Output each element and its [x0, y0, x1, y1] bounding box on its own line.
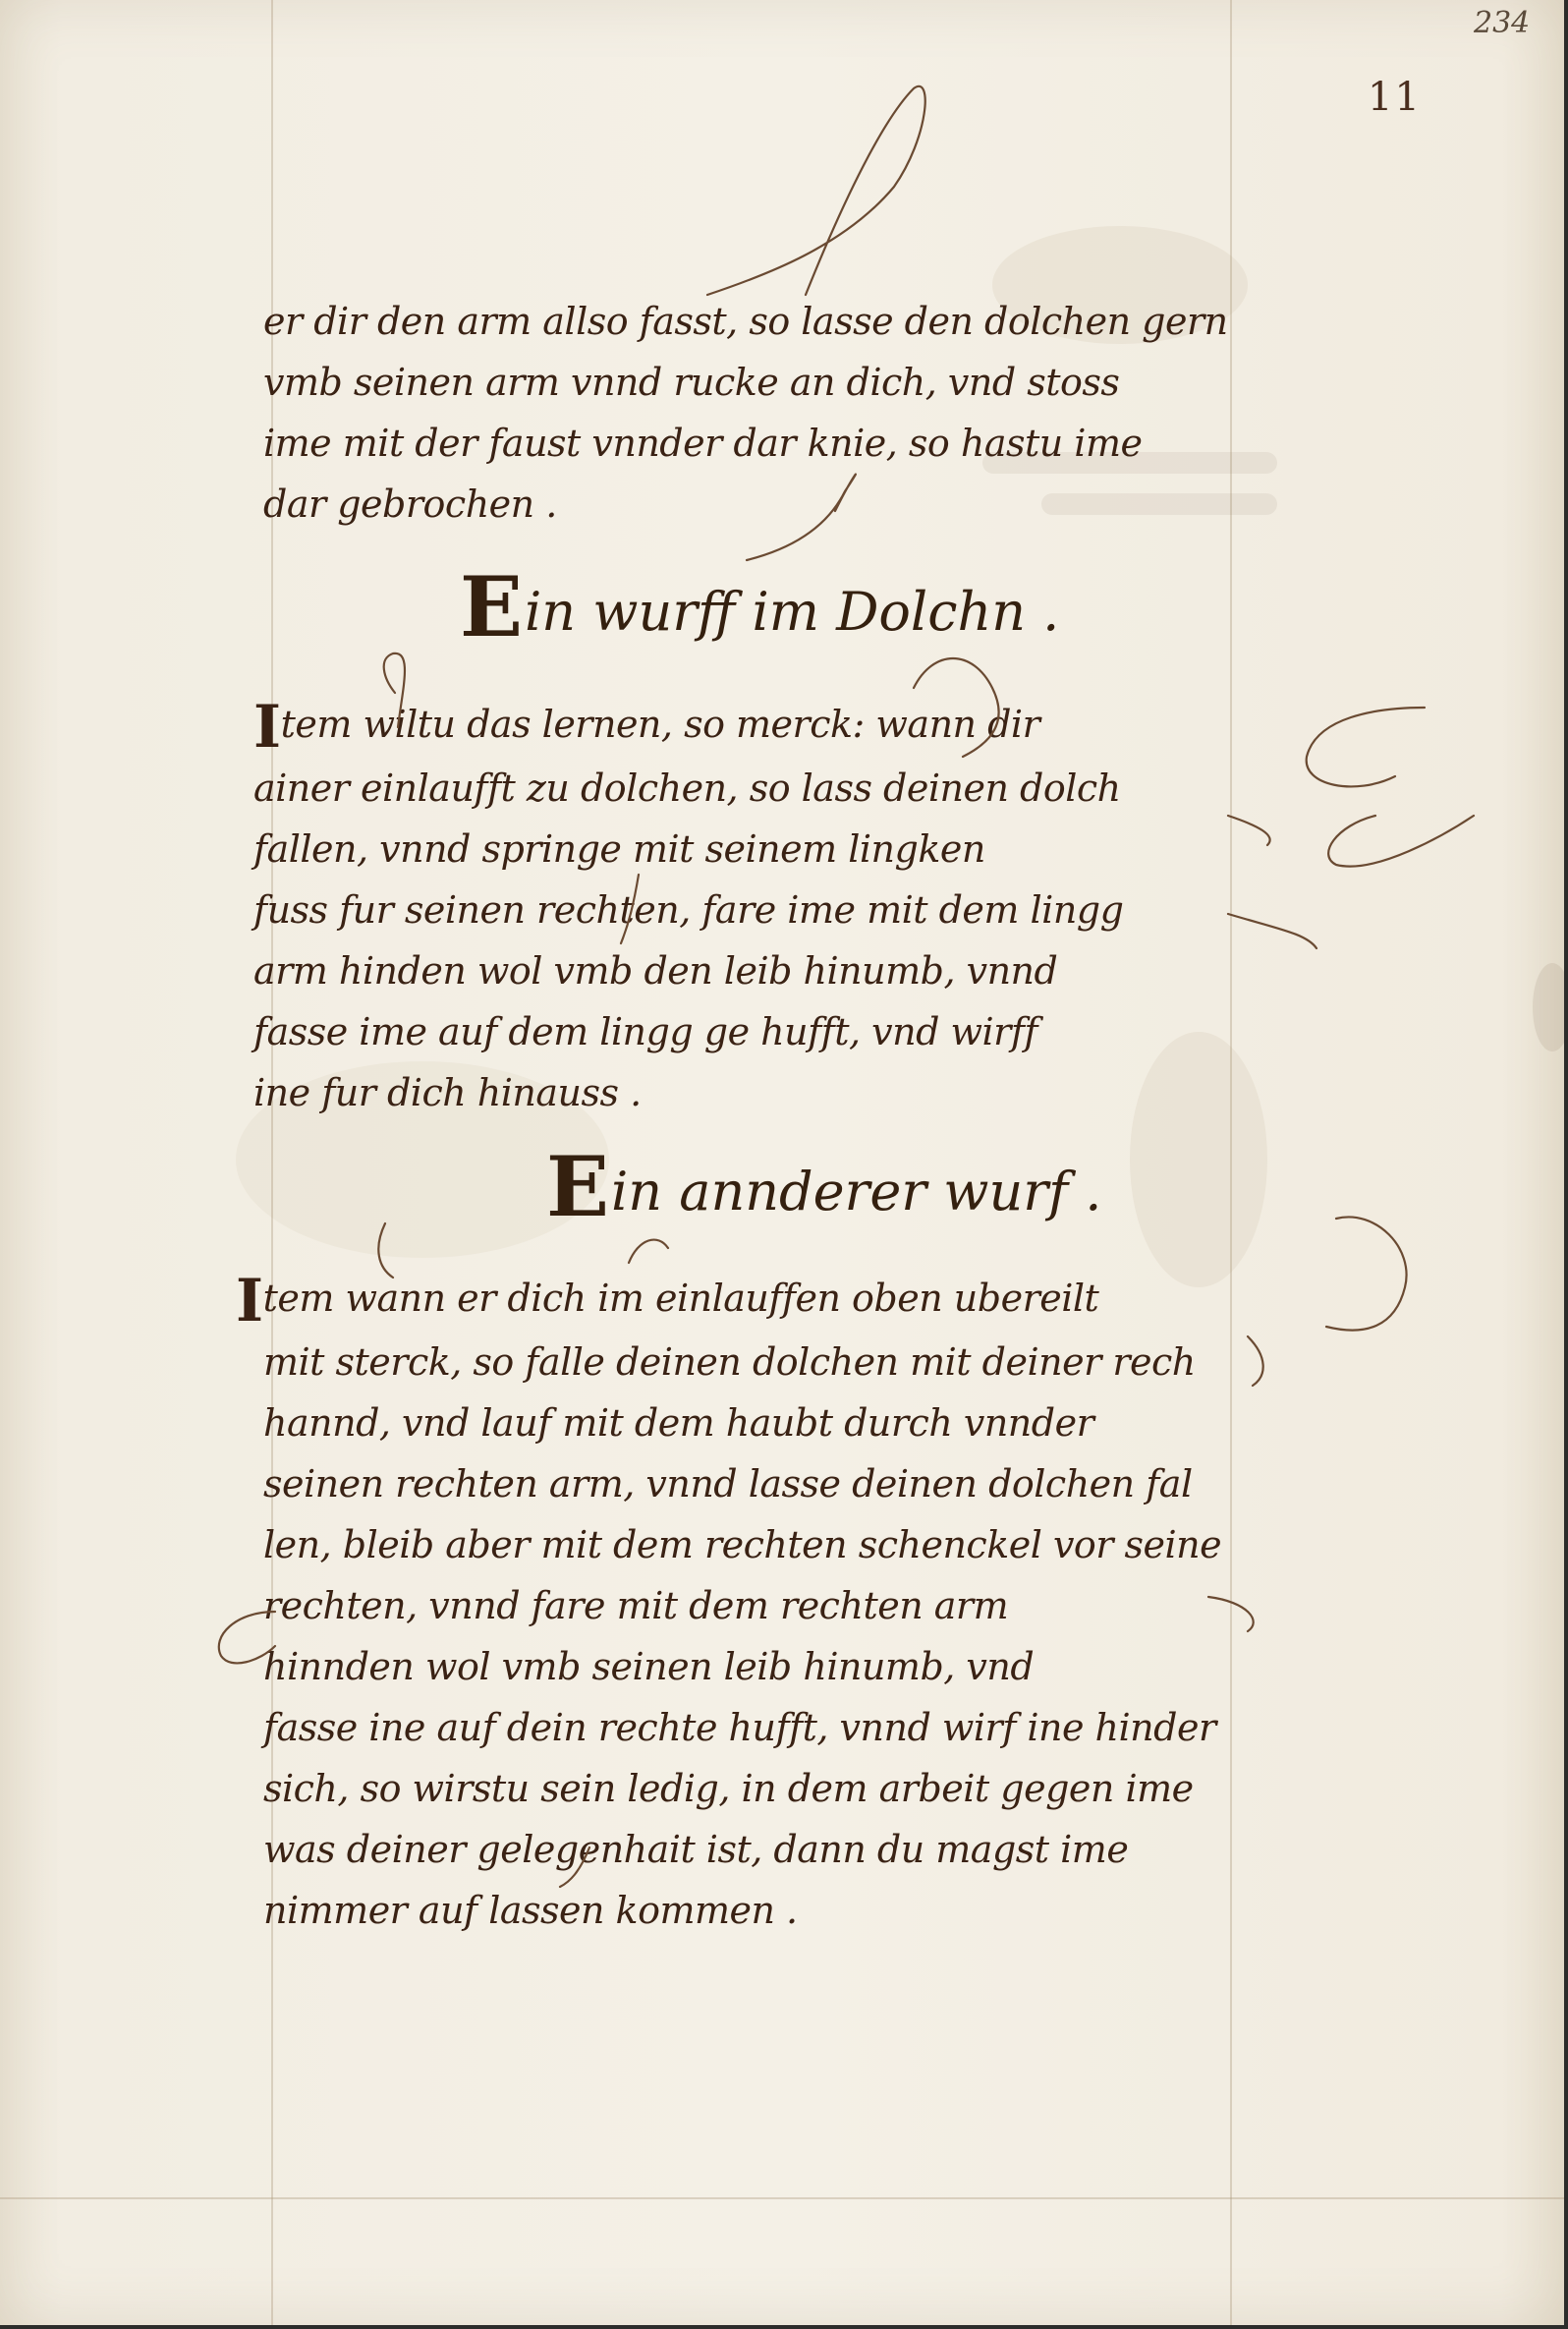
heading-text: in wurff im Dolchn . — [525, 581, 1060, 643]
text-line: arm hinden wol vmb den leib hinumb, vnnd — [253, 949, 1058, 993]
heading-text: in annderer wurf . — [611, 1161, 1102, 1222]
heading-initial: E — [460, 558, 524, 655]
text-line: was deiner gelegenhait ist, dann du magst ime — [263, 1828, 1129, 1871]
text-line: fuss fur seinen rechten, fare ime mit dem lingg — [253, 888, 1124, 932]
text-line: len, bleib aber mit dem rechten schenckel vor seine — [263, 1523, 1222, 1566]
text-line: hannd, vnd lauf mit dem haubt durch vnnder — [263, 1401, 1094, 1445]
margin-flourish — [1248, 1336, 1263, 1386]
paragraph-initial: I — [253, 693, 281, 762]
ascender-flourish — [629, 1240, 668, 1263]
text-line: rechten, vnnd fare mit dem rechten arm — [263, 1584, 1009, 1627]
margin-flourish — [1307, 708, 1425, 786]
ink-foliation-number: 11 — [1368, 75, 1422, 120]
text-line: ime mit der faust vnnder dar knie, so hastu ime — [263, 422, 1143, 465]
text-line: er dir den arm allso fasst, so lasse den dolchen gern — [263, 300, 1228, 343]
text-line-first — [236, 1267, 1238, 1335]
text-block-3 — [236, 1268, 1238, 1941]
text-line: tem wann er dich im einlauffen oben ubereilt — [262, 1277, 1099, 1320]
text-block-1 — [263, 291, 1265, 535]
text-line: ainer einlaufft zu dolchen, so lass deinen dolch — [253, 767, 1121, 810]
text-line: dar gebrochen . — [263, 483, 557, 526]
text-line: sich, so wirstu sein ledig, in dem arbeit gegen ime — [263, 1767, 1194, 1810]
text-line: nimmer auf lassen kommen . — [263, 1889, 798, 1932]
margin-ruling-bottom — [0, 2197, 1564, 2199]
text-line: tem wiltu das lernen, so merck: wann dir — [280, 703, 1040, 746]
pencil-folio-number: 234 — [1474, 6, 1531, 40]
text-line: vmb seinen arm vnnd rucke an dich, vnd stoss — [263, 361, 1120, 404]
text-line-first — [253, 693, 1256, 762]
text-line: fallen, vnnd springe mit seinem lingken — [253, 827, 985, 871]
margin-flourish — [1326, 1217, 1407, 1330]
text-line: ine fur dich hinauss . — [253, 1071, 642, 1114]
text-line: hinnden wol vmb seinen leib hinumb, vnd — [263, 1645, 1035, 1688]
text-line: fasse ine auf dein rechte hufft, vnnd wirf ine hinder — [263, 1706, 1216, 1749]
page-edge-mark — [1533, 963, 1564, 1051]
ascender-flourish — [707, 86, 925, 295]
text-line: mit sterck, so falle deinen dolchen mit deiner rech — [263, 1340, 1196, 1384]
text-line: fasse ime auf dem lingg ge hufft, vnd wirff — [253, 1010, 1037, 1053]
section-heading-1 — [460, 558, 1060, 655]
section-heading-2 — [546, 1138, 1102, 1235]
paragraph-initial: I — [236, 1267, 263, 1335]
heading-initial: E — [546, 1138, 610, 1235]
text-line: seinen rechten arm, vnnd lasse deinen dolchen fal — [263, 1462, 1193, 1505]
text-block-2 — [253, 694, 1256, 1123]
margin-flourish — [1328, 816, 1474, 867]
